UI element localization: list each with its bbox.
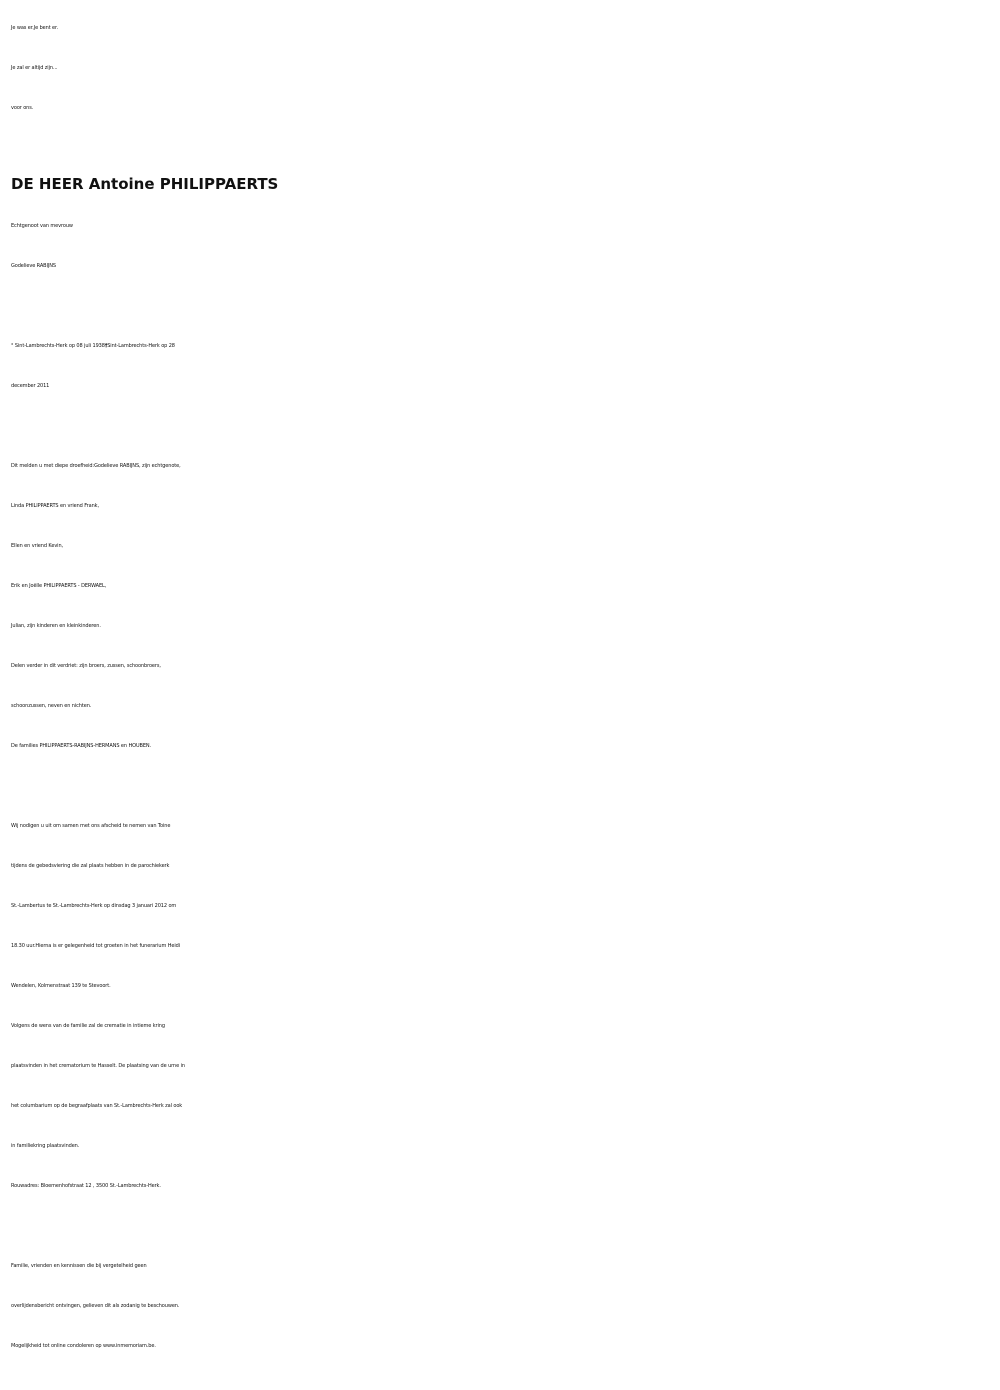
ceremony-line: Volgens de wens van de familie zal de crematie in intieme kring [11,1023,165,1029]
ceremony-paragraph [11,806,1000,1206]
death-info: Sint-Lambrechts-Herk op 28 [107,343,175,349]
cross-icon: † [104,343,108,349]
birth-symbol: ° [11,343,14,349]
condolence-line: Mogelijkheid tot online condoleren op www.inmemoriam.be. [11,1343,156,1349]
intro-line: Je was er.Je bent er. [11,25,59,31]
announcement-line: Delen verder in dit verdriet: zijn broers, zussen, schoonbroers, [11,663,161,669]
death-date-continued: december 2011 [11,383,50,389]
closing-line: overlijdensbericht ontvingen, gelieven dit als zodanig te beschouwen. [11,1303,180,1309]
ceremony-line: 18.30 uur.Hierna is er gelegenheid tot groeten in het funerarium Heidi [11,943,180,949]
announcement-line: Dit melden u met diepe droefheid:Godelieve RABIJNS, zijn echtgenote, [11,463,181,469]
announcement-line: De families PHILIPPAERTS-RABIJNS-HERMANS en HOUBEN. [11,743,152,749]
ceremony-line: St.-Lambertus te St.-Lambrechts-Herk op dinsdag 3 januari 2012 om [11,903,177,909]
birth-death-dates [11,326,1000,366]
announcement-line: Julian, zijn kinderen en kleinkinderen. [11,623,101,629]
announcement-paragraph [11,446,1000,766]
ceremony-line: Wendelen, Kolmenstraat 139 te Stevoort. [11,983,111,989]
deceased-name: DE HEER Antoine PHILIPPAERTS [11,175,279,193]
announcement-line: Ellen en vriend Kevin, [11,543,64,549]
announcement-line: schoonzussen, neven en nichten. [11,703,92,709]
mourning-address: Rouwadres: Bloemenhofstraat 12 , 3500 St.-Lambrechts-Herk. [11,1183,161,1189]
intro-line: voor ons. [11,105,34,111]
closing-paragraph [11,1246,1000,1366]
intro-verse [11,8,1000,128]
ceremony-line: in familiekring plaatsvinden. [11,1143,80,1149]
ceremony-line: Wij nodigen u uit om samen met ons afscheid te nemen van Toine [11,823,171,829]
spouse-line: Echtgenoot van mevrouw [11,223,73,229]
announcement-line: Linda PHILIPPAERTS en vriend Frank, [11,503,99,509]
ceremony-line: het columbarium op de begraafplaats van St.-Lambrechts-Herk zal ook [11,1103,183,1109]
ceremony-line: plaatsvinden in het crematorium te Hasselt. De plaatsing van de urne in [11,1063,185,1069]
birth-info: Sint-Lambrechts-Herk op 08 juli 1938 [14,343,105,349]
ceremony-line: tijdens de gebedsviering die zal plaats hebben in de parochiekerk [11,863,170,869]
closing-line: Familie, vrienden en kennissen die bij vergetelheid geen [11,1263,147,1269]
announcement-line: Erik en Joëlle PHILIPPAERTS - DERWAEL, [11,583,107,589]
spouse-name: Godelieve RABIJNS [11,263,56,269]
intro-line: Je zal er altijd zijn... [11,65,58,71]
